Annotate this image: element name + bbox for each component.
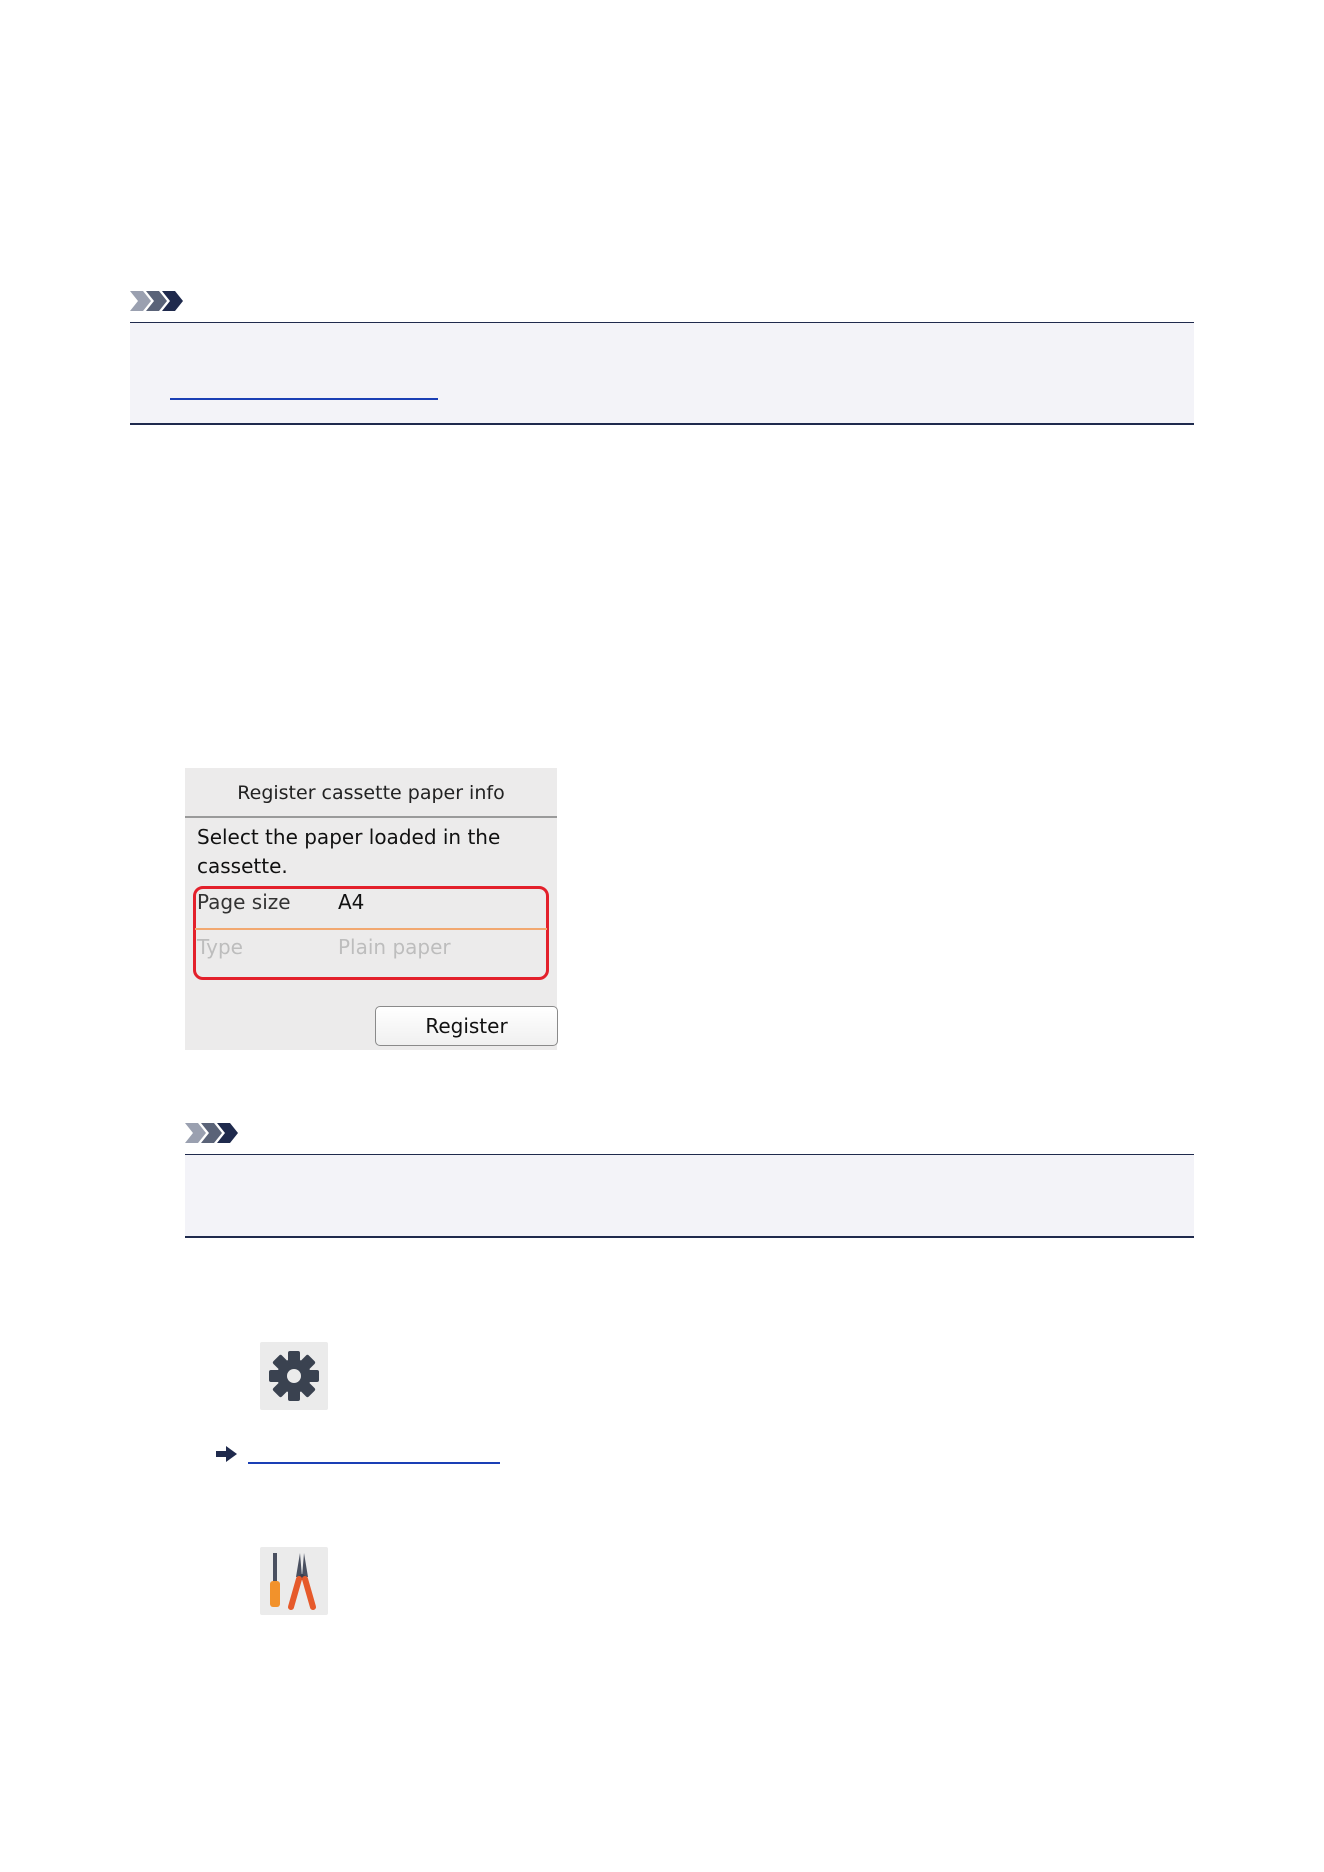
setup-icon-tile (260, 1342, 328, 1410)
screwdriver-pliers-icon (260, 1547, 328, 1615)
gear-icon (260, 1342, 328, 1410)
type-label: Type (197, 935, 243, 959)
row-separator (195, 928, 547, 930)
page-size-label[interactable]: Page size (197, 890, 291, 914)
maintenance-icon-tile (260, 1547, 328, 1615)
register-button[interactable]: Register (375, 1006, 558, 1046)
note-box-2 (185, 1154, 1194, 1238)
note-link-1[interactable] (170, 398, 438, 400)
arrow-right-icon (216, 1446, 238, 1462)
printer-screen (185, 768, 557, 1050)
screen-message-line-1: Select the paper loaded in the (197, 825, 501, 849)
type-value: Plain paper (338, 935, 451, 959)
page-size-value[interactable]: A4 (338, 890, 365, 914)
screen-message-line-2: cassette. (197, 854, 288, 878)
note-chevrons-icon (185, 1122, 241, 1144)
note-chevrons-icon (130, 290, 186, 312)
screen-title: Register cassette paper info (185, 768, 557, 818)
arrow-link[interactable] (248, 1462, 500, 1464)
screen-message (197, 823, 547, 881)
note-box-1 (130, 322, 1194, 425)
